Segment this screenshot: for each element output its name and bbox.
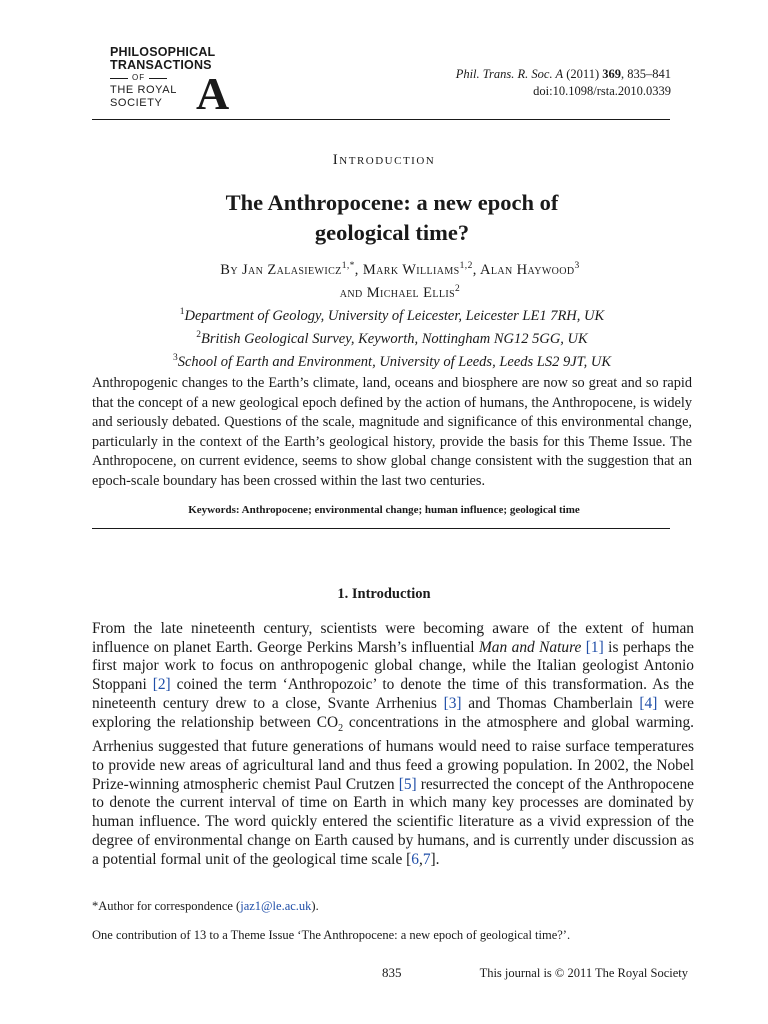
section-kicker: Introduction [332, 152, 436, 168]
footnote-text: ). [311, 899, 319, 913]
logo-big-letter: A [196, 68, 230, 119]
keywords: Keywords: Anthropocene; environmental change; human influence; geological time [188, 504, 580, 516]
author-2: Mark Williams [362, 261, 460, 278]
abstract: Anthropogenic changes to the Earth’s climate, land, oceans and biosphere are now so great and so rapid that the concept of a new geological epoch defined by the action of humans, the Anthropocene, is widely and seriously debated. Questions of the scale, magnitude and significance of this environmental change, particularly in the context of the Earth’s geological history, provide the basis for this Theme Issue. The Anthropocene, on current evidence, seems to show global change consistent with the suggestion that an epoch-scale boundary has been crossed within the last two centuries. [92, 375, 692, 489]
affiliation-sup: 1 [179, 307, 185, 317]
logo-line-philosophical: PHILOSOPHICAL [110, 45, 216, 59]
book-title: Man and Nature [478, 638, 582, 656]
doi: doi:10.1098/rsta.2010.0339 [533, 84, 671, 98]
body-text-run: coined the term ‘Anthropozoic’ to denote the time of this transformation. As the nineteenth century drew to a close, Svante Arrhenius [92, 676, 694, 712]
journal-name: Phil. Trans. R. Soc. A [455, 67, 564, 81]
journal-reference [456, 66, 671, 100]
author-1-sup: 1,* [341, 261, 355, 271]
royal-society-logo [110, 45, 240, 119]
authors-and: and [339, 284, 367, 301]
authors [0, 257, 768, 303]
citation-link-7[interactable]: 7 [422, 850, 431, 868]
citation-link-3[interactable]: [3] [443, 694, 462, 712]
affiliations [0, 303, 768, 371]
logo-of: OF [132, 73, 146, 82]
keywords-rule [92, 528, 670, 529]
journal-year: (2011) [563, 67, 603, 81]
author-2-sup: 1,2 [459, 261, 473, 271]
journal-volume: 369 [602, 67, 621, 81]
affiliation-text: School of Earth and Environment, University of Leeds, Leeds LS2 9JT, UK [177, 353, 612, 370]
title-line-2: geological time? [314, 220, 470, 245]
body-text-run: ]. [430, 850, 440, 868]
contribution-footnote: One contribution of 13 to a Theme Issue ‘The Anthropocene: a new epoch of geological time?’. [92, 928, 571, 942]
body-text-run: concentrations in the atmosphere and global warming. Arrhenius suggested that future generations of humans would need to raise surface temperatures to provide new areas of agricultural land and thus feed a growing population. In 2002, the Nobel Prize-winning atmospheric chemist Paul Crutzen [92, 713, 695, 793]
authors-line-1 [0, 257, 768, 280]
co2-subscript: 2 [338, 722, 344, 734]
citation-link-6[interactable]: 6 [411, 850, 419, 868]
author-4: Michael Ellis [366, 284, 456, 301]
logo-rule-right [149, 78, 167, 79]
affiliation-text: Department of Geology, University of Leicester, Leicester LE1 7RH, UK [184, 307, 605, 324]
logo-line-society: SOCIETY [110, 96, 163, 109]
affiliation-sup: 3 [172, 352, 178, 363]
journal-pages: , 835–841 [621, 67, 671, 81]
author-1: Jan Zalasiewicz [242, 261, 342, 278]
author-3-sup: 3 [574, 261, 580, 271]
body-text-run: resurrected the concept of the Anthropocene to denote the current interval of time on Earth in which many key processes are dominated by human influence. The word quickly entered the scientific literature as a vivid expression of the degree of environmental change on Earth caused by humans, and is currently under discussion as a potential formal unit of the geological time scale [ [92, 775, 694, 868]
author-3: Alan Haywood [479, 261, 575, 278]
citation-link-2[interactable]: [2] [152, 676, 171, 694]
email-link[interactable]: jaz1@le.ac.uk [240, 899, 312, 913]
author-sep: , [472, 261, 480, 278]
paper-title [0, 188, 768, 248]
citation-link-1[interactable]: [1] [585, 638, 604, 656]
body-text-run: were exploring the relationship between CO [92, 694, 694, 731]
section-heading: 1. Introduction [337, 586, 431, 602]
logo-rule-left [110, 78, 128, 79]
body-text-run: is perhaps the first major work to focus on anthropogenic global change, while the Italian geologist Antonio Stoppani [92, 638, 694, 694]
citation-link-4[interactable]: [4] [639, 694, 658, 712]
citation-line [456, 66, 671, 83]
author-sep: , [354, 261, 363, 278]
authors-by: By [220, 261, 243, 278]
author-4-sup: 2 [455, 283, 461, 294]
affiliation-text: British Geological Survey, Keyworth, Nottingham NG12 5GG, UK [201, 330, 588, 347]
copyright-notice: This journal is © 2011 The Royal Society [479, 966, 688, 980]
body-text-run: From the late nineteenth century, scientists were becoming aware of the extent of human influence on planet Earth. George Perkins Marsh’s influential [92, 620, 694, 656]
affiliation-sup: 2 [196, 329, 202, 340]
body-text-run: and Thomas Chamberlain [461, 694, 640, 712]
logo-line-transactions: TRANSACTIONS [110, 58, 212, 72]
footnote-text: *Author for correspondence ( [92, 899, 241, 913]
affiliation-3 [0, 349, 768, 372]
page-number: 835 [382, 965, 402, 980]
affiliation-2 [0, 326, 768, 349]
title-line-1: The Anthropocene: a new epoch of [225, 190, 559, 215]
affiliation-1 [0, 303, 768, 326]
body-paragraph [92, 620, 694, 869]
correspondence-footnote [92, 899, 319, 914]
header-rule [92, 119, 670, 120]
citation-link-5[interactable]: [5] [398, 775, 417, 793]
logo-line-the-royal: THE ROYAL [110, 84, 177, 96]
authors-line-2 [0, 280, 768, 303]
body-text-run: , [418, 850, 423, 868]
